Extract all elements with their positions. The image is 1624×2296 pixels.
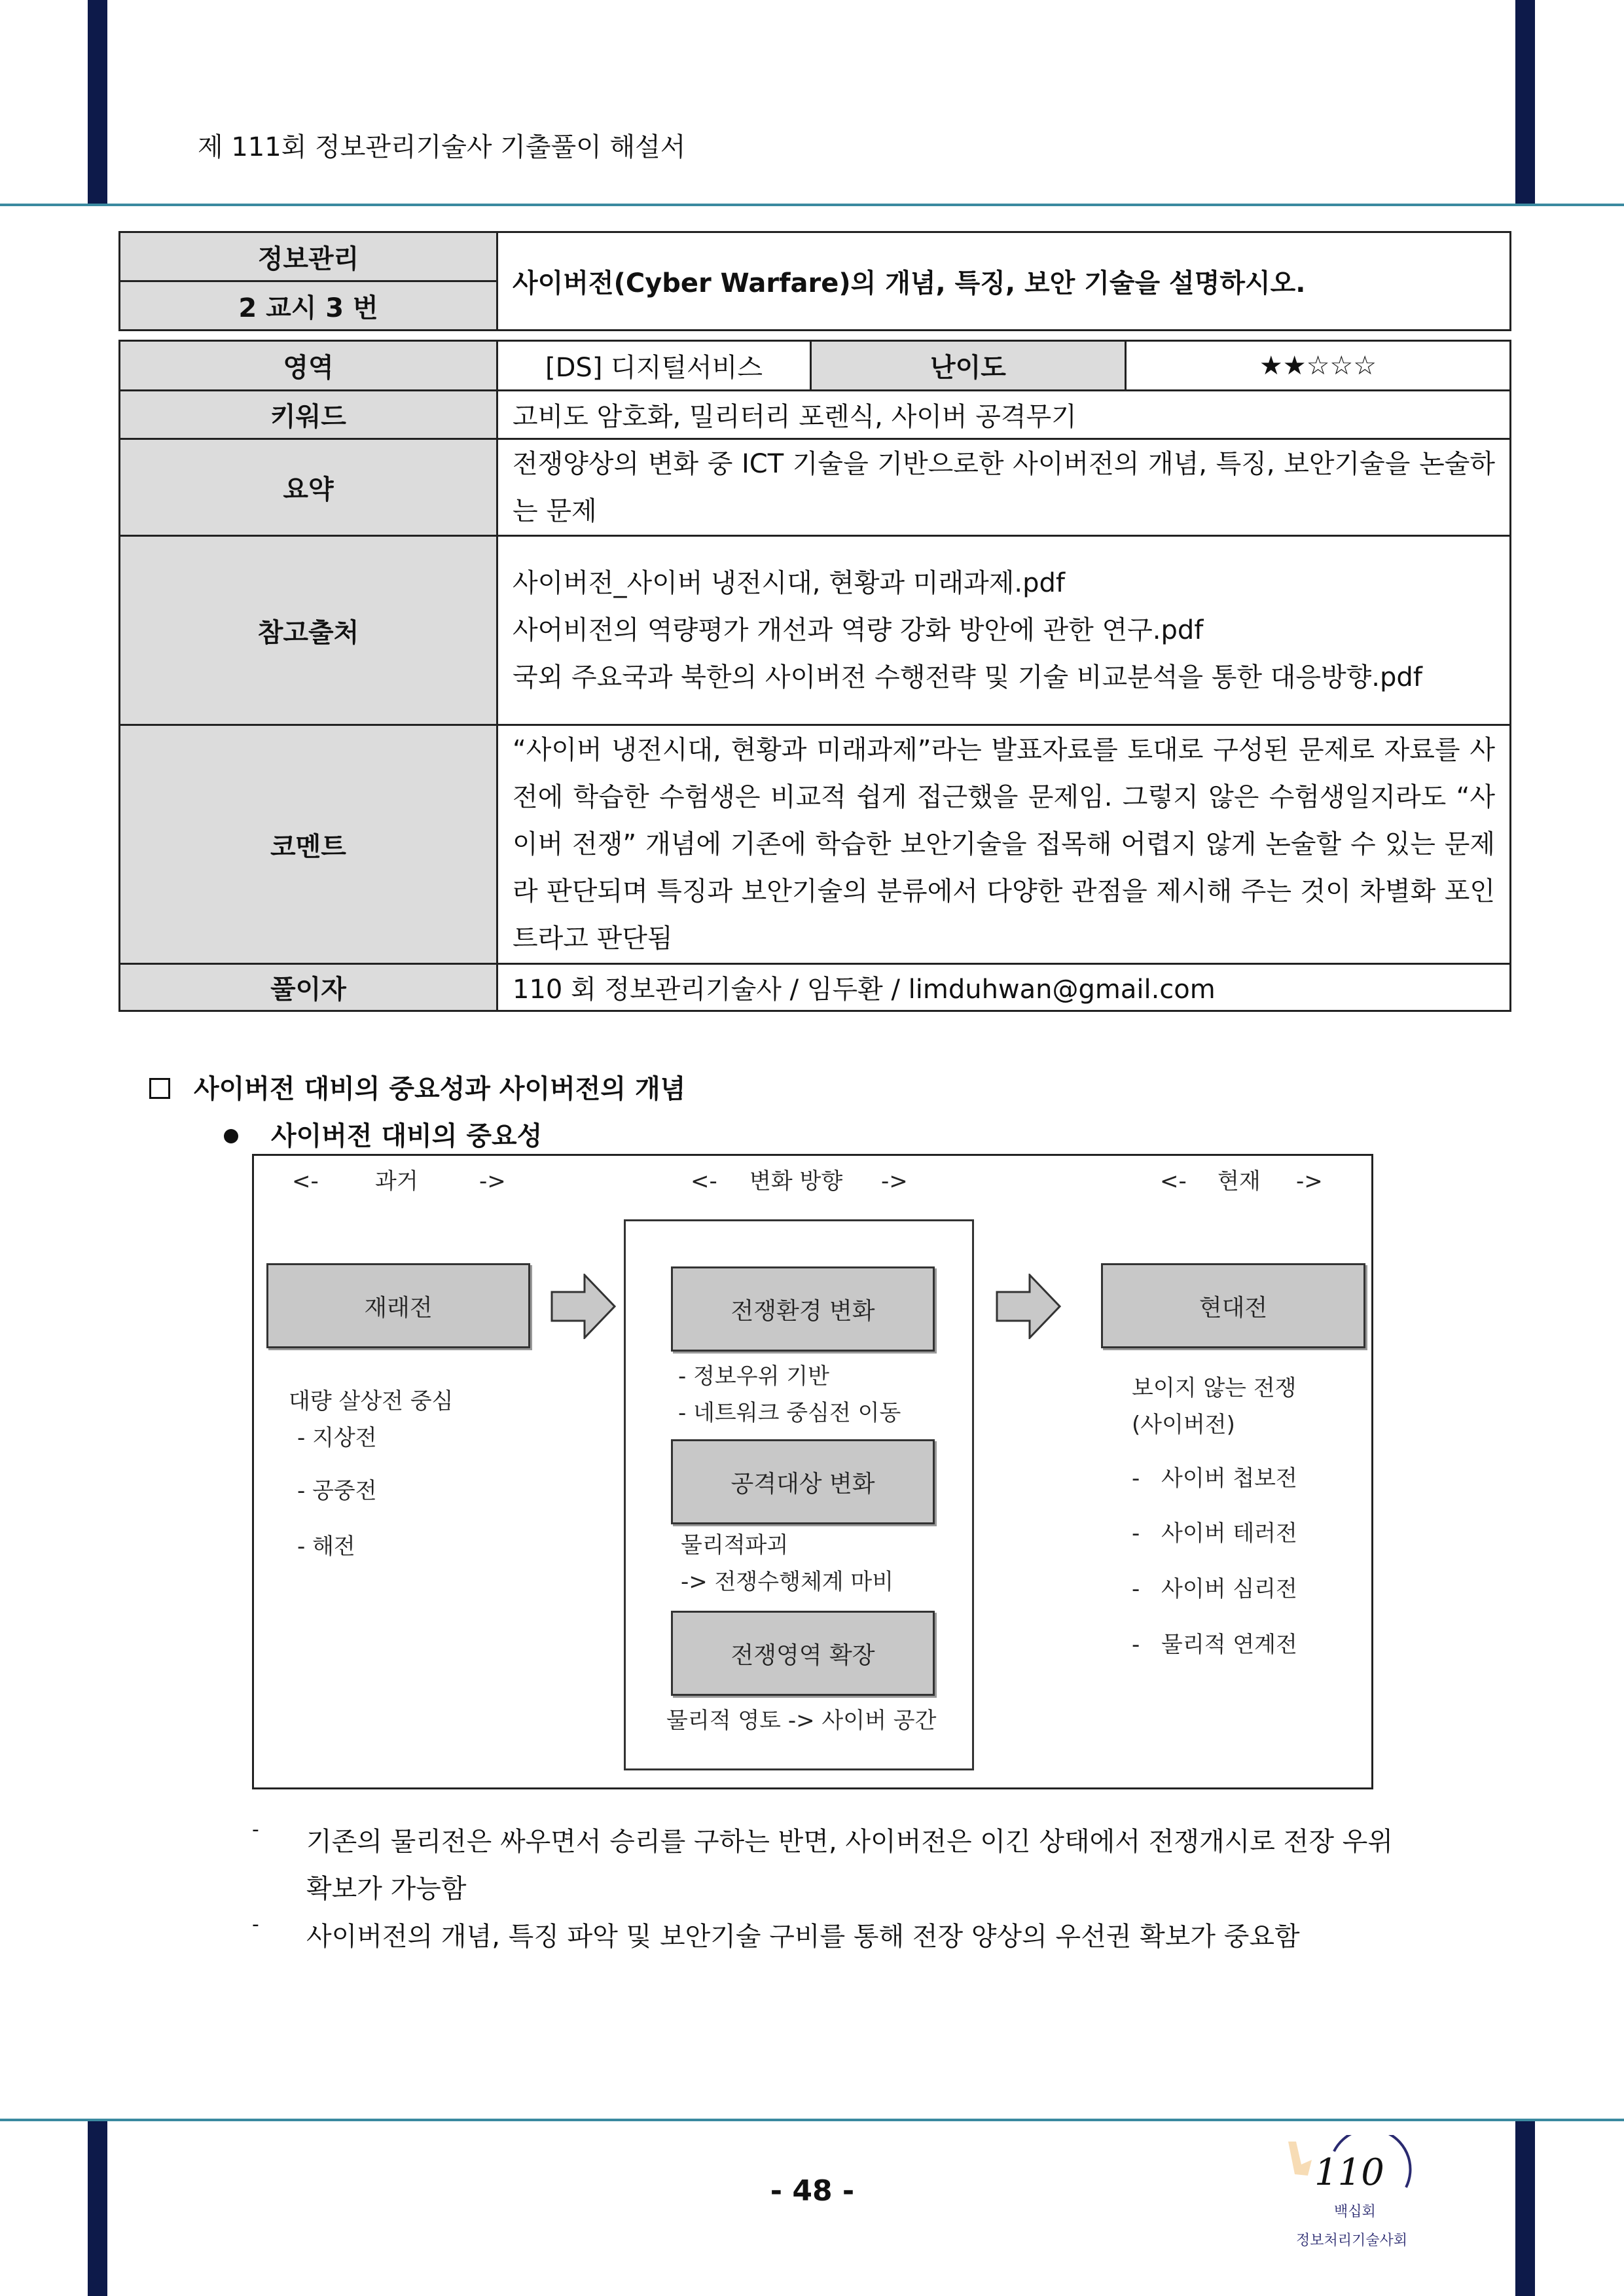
bullet-heading: [224, 1115, 542, 1153]
keyword-value: 고비도 암호화, 밀리터리 포렌식, 사이버 공격무기: [497, 391, 1511, 439]
question-table: [118, 231, 1511, 331]
checkbox-square-icon: [149, 1078, 170, 1099]
past-item: - 공중전: [297, 1478, 377, 1504]
area-value: [DS] 디지털서비스: [497, 341, 811, 391]
present-dash: -: [1132, 1576, 1140, 1602]
refs-label: 참고출처: [120, 536, 497, 725]
present-item: 물리적 연계전: [1161, 1632, 1297, 1658]
left-top-bar: [88, 0, 107, 205]
question-title: 사이버전(Cyber Warfare)의 개념, 특징, 보안 기술을 설명하시오.: [497, 232, 1511, 331]
refs-list: [497, 536, 1511, 725]
body-point: 사이버전의 개념, 특징 파악 및 보안기술 구비를 통해 전장 양상의 우선권 확보가 중요함: [306, 1922, 1300, 1952]
change-arrow-right: ->: [881, 1168, 908, 1194]
svg-text:정보처리기술사회: 정보처리기술사회: [1296, 2233, 1408, 2249]
past-label: 과거: [375, 1168, 418, 1194]
category-cell: 정보관리: [120, 232, 497, 281]
info-table: [118, 340, 1511, 1012]
right-top-bar: [1515, 0, 1535, 205]
present-item: 사이버 심리전: [1161, 1576, 1297, 1602]
section-heading-text: 사이버전 대비의 중요성과 사이버전의 개념: [194, 1074, 686, 1104]
footer-divider: [0, 2119, 1624, 2121]
keyword-label: 키워드: [120, 391, 497, 439]
change-item: 물리적파괴: [681, 1532, 789, 1558]
right-arrow-icon: [996, 1274, 1061, 1339]
ref-item: 국외 주요국과 북한의 사이버전 수행전략 및 기술 비교분석을 통한 대응방향.pdf: [513, 662, 1422, 692]
present-dash: -: [1132, 1632, 1140, 1658]
present-item: 보이지 않는 전쟁: [1132, 1375, 1297, 1401]
change-item: 물리적 영토 -> 사이버 공간: [666, 1708, 937, 1734]
present-arrow-right: ->: [1296, 1168, 1323, 1194]
summary-value: 전쟁양상의 변화 중 ICT 기술을 기반으로한 사이버전의 개념, 특징, 보안기술을 논술하는 문제: [497, 439, 1511, 536]
author-value: 110 회 정보관리기술사 / 임두환 / limduhwan@gmail.com: [497, 964, 1511, 1011]
past-item: - 지상전: [297, 1425, 377, 1451]
left-bottom-bar: [88, 2121, 107, 2296]
present-label: 현재: [1218, 1168, 1261, 1194]
change-label: 변화 방향: [749, 1168, 843, 1194]
past-item: 대량 살상전 중심: [289, 1388, 454, 1414]
present-item: (사이버전): [1132, 1412, 1235, 1438]
present-dash: -: [1132, 1520, 1140, 1547]
body-dash: -: [252, 1913, 259, 1936]
page-number: - 48 -: [770, 2174, 855, 2208]
session-cell: 2 교시 3 번: [120, 281, 497, 331]
summary-label: 요약: [120, 439, 497, 536]
section-heading: [149, 1068, 685, 1105]
ref-item: 사이버전_사이버 냉전시대, 현황과 미래과제.pdf: [513, 568, 1065, 598]
change-box-domain: 전쟁영역 확장: [671, 1611, 935, 1696]
present-item: 사이버 테러전: [1161, 1520, 1297, 1547]
change-item: -> 전쟁수행체계 마비: [681, 1569, 894, 1595]
change-box-environment: 전쟁환경 변화: [671, 1266, 935, 1352]
svg-text:110: 110: [1314, 2151, 1384, 2194]
present-box: 현대전: [1101, 1263, 1365, 1348]
comment-value: “사이버 냉전시대, 현황과 미래과제”라는 발표자료를 토대로 구성된 문제로 자료를 사전에 학습한 수험생은 비교적 쉽게 접근했을 문제임. 그렇지 않은 수험생일지라도 “사이버 전쟁” 개념에 기존에 학습한 보안기술을 접목해 어렵지 않게 논술할 수 있는 문제라 판단되며 특징과 보안기술의 분류에서 다양한 관점을 제시해 주는 것이 차별화 포인트라고 판단됨: [497, 725, 1511, 964]
past-item: - 해전: [297, 1534, 355, 1560]
page-header-title: 제 111회 정보관리기술사 기출풀이 해설서: [198, 132, 686, 162]
right-arrow-icon: [550, 1274, 616, 1339]
body-dash: -: [252, 1818, 259, 1841]
bullet-heading-text: 사이버전 대비의 중요성: [271, 1121, 543, 1151]
change-arrow-left: <-: [691, 1168, 717, 1194]
area-label: 영역: [120, 341, 497, 391]
present-arrow-left: <-: [1160, 1168, 1187, 1194]
present-dash: -: [1132, 1465, 1140, 1492]
difficulty-label: 난이도: [811, 341, 1126, 391]
header-divider: [0, 204, 1624, 206]
body-point: 기존의 물리전은 싸우면서 승리를 구하는 반면, 사이버전은 이긴 상태에서 전쟁개시로 전장 우위 확보가 가능함: [306, 1827, 1393, 1904]
difficulty-stars: ★★☆☆☆: [1126, 341, 1511, 391]
right-bottom-bar: [1515, 2121, 1535, 2296]
change-item: - 네트워크 중심전 이동: [678, 1400, 901, 1426]
bullet-dot-icon: [224, 1129, 238, 1143]
svg-text:백십회: 백십회: [1334, 2204, 1376, 2220]
past-arrow-left: <-: [292, 1168, 319, 1194]
past-arrow-right: ->: [479, 1168, 506, 1194]
comment-label: 코멘트: [120, 725, 497, 964]
change-box-target: 공격대상 변화: [671, 1439, 935, 1524]
present-item: 사이버 첩보전: [1161, 1465, 1297, 1492]
ref-item: 사어비전의 역량평가 개선과 역량 강화 방안에 관한 연구.pdf: [513, 615, 1204, 645]
author-label: 풀이자: [120, 964, 497, 1011]
past-box: 재래전: [266, 1263, 530, 1348]
change-item: - 정보우위 기반: [678, 1363, 829, 1390]
society-logo: [1288, 2135, 1432, 2253]
